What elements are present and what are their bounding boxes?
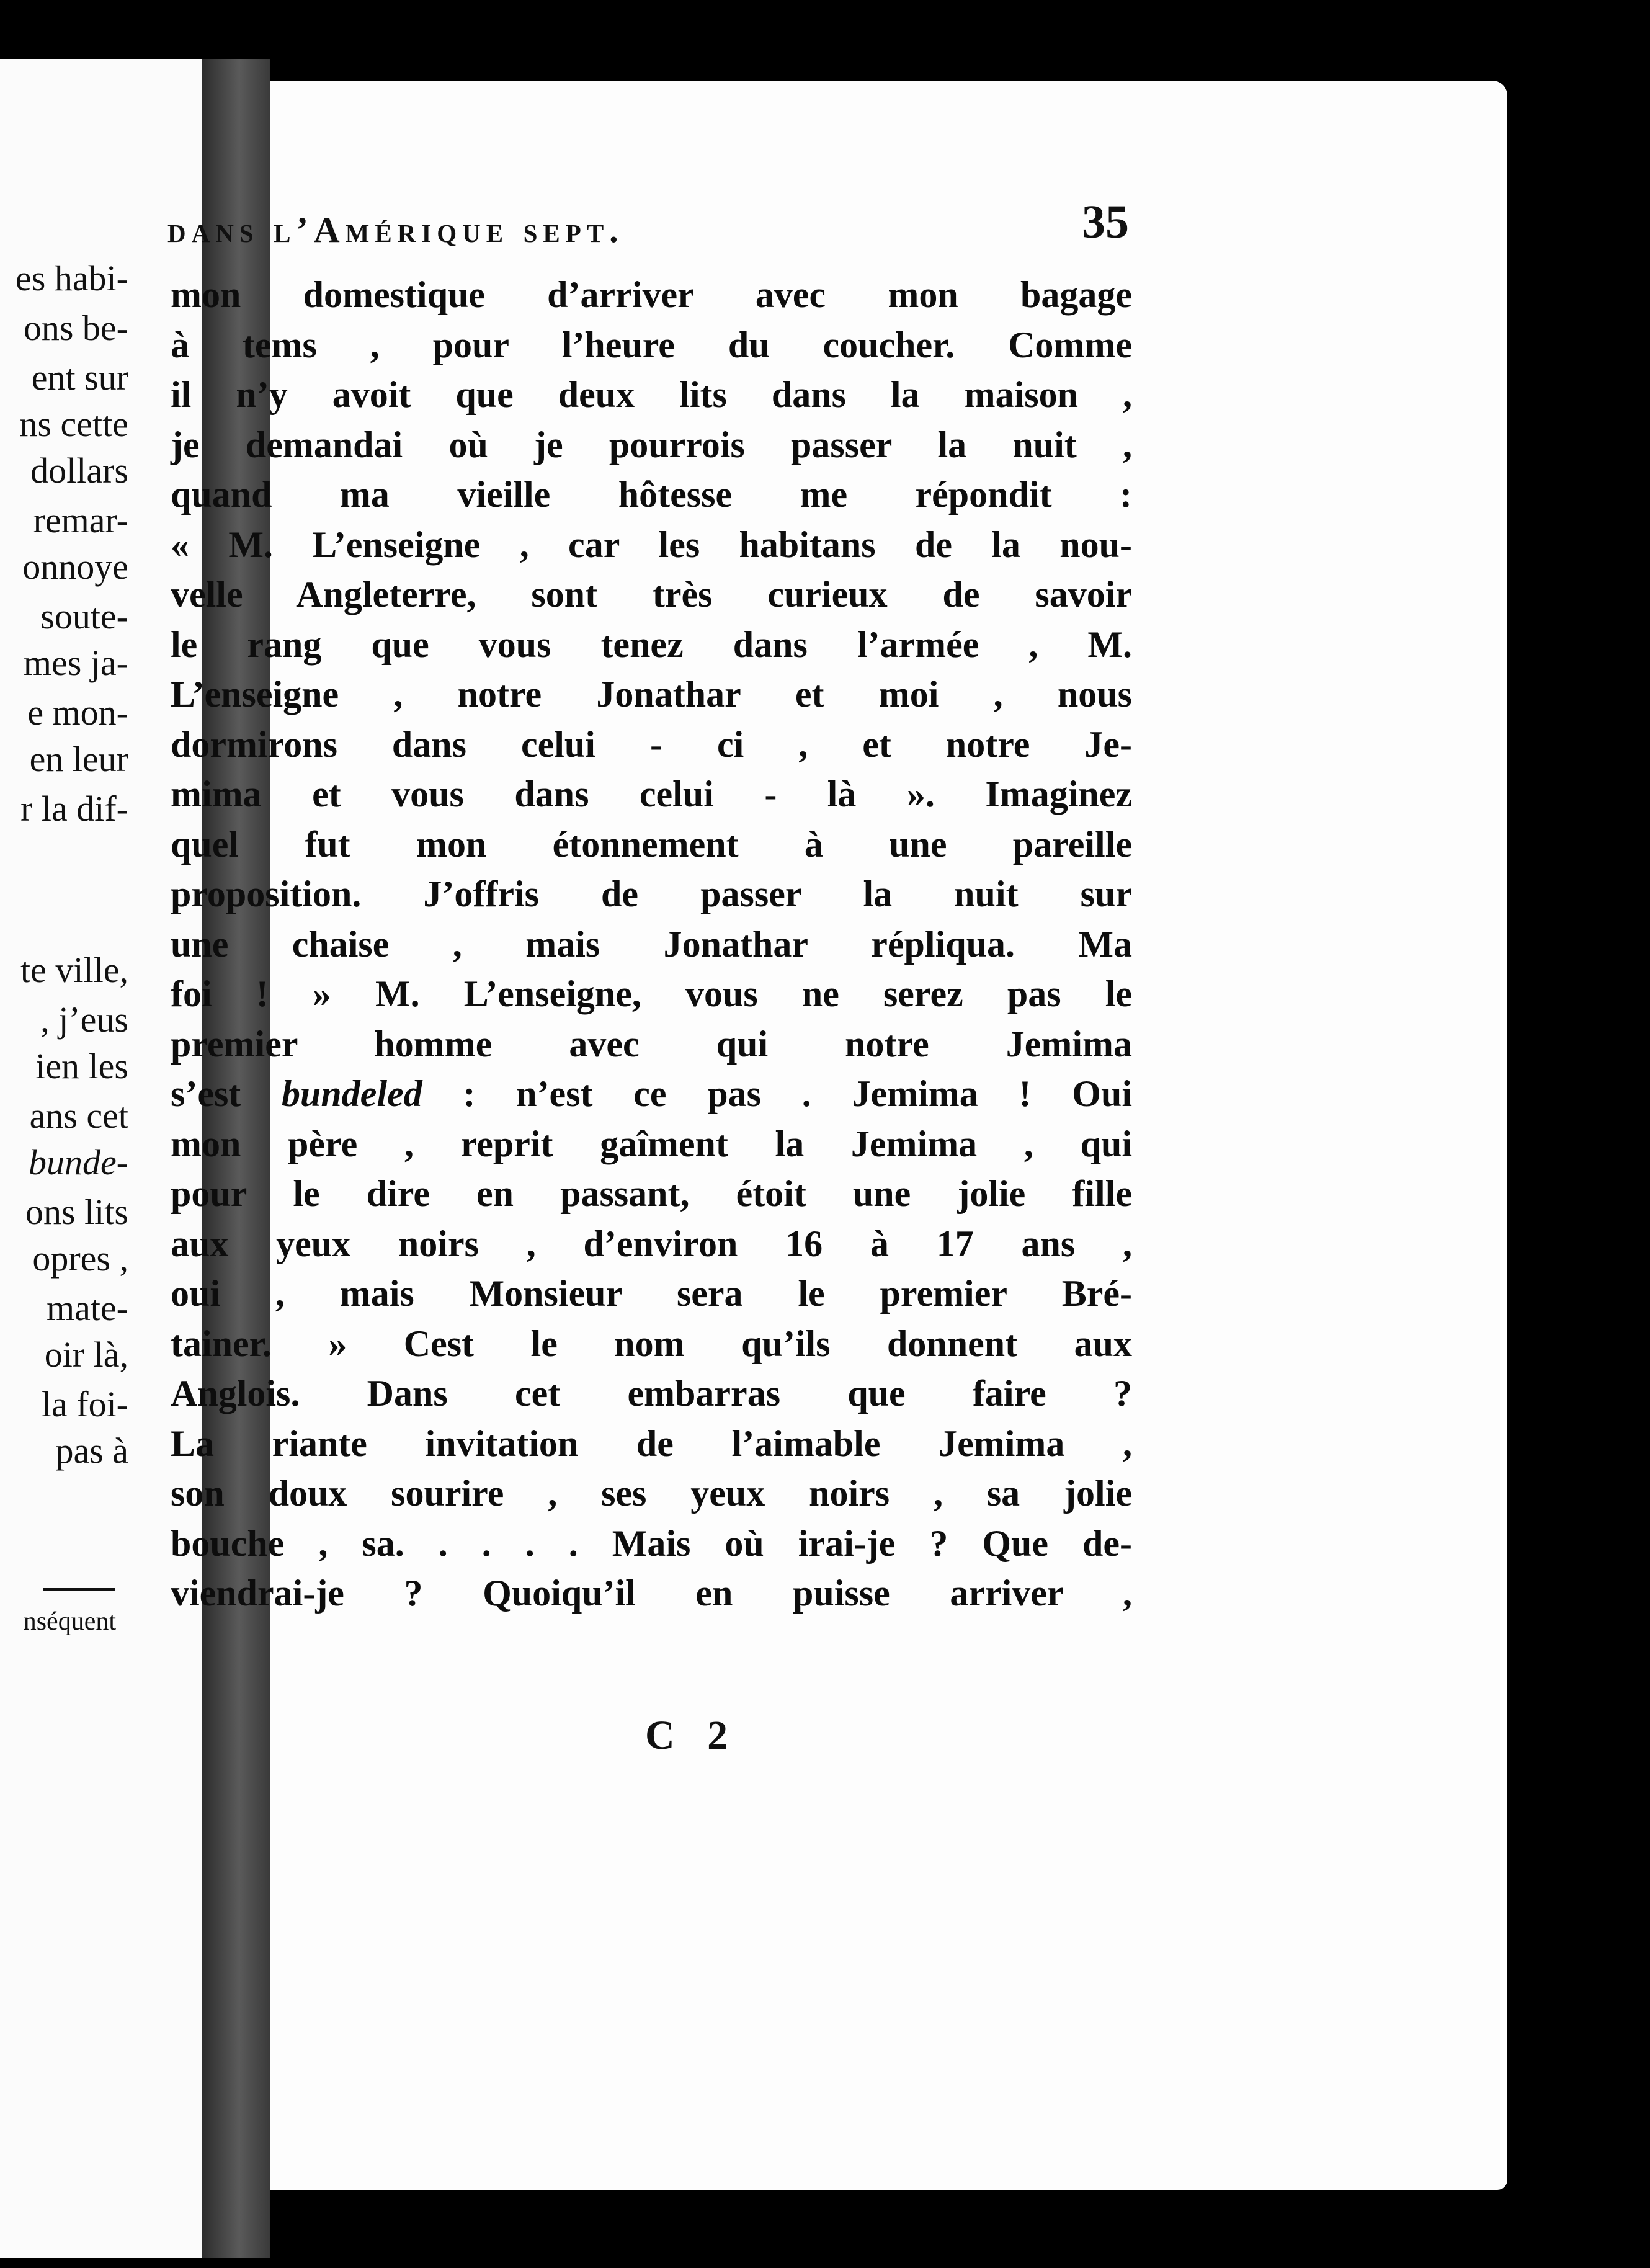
text-line: il n’y avoit que deux lits dans la maison ,: [171, 374, 1132, 415]
left-page-line: pas à: [55, 1431, 128, 1471]
left-page-line: mate-: [46, 1288, 128, 1328]
text-line: dormirons dans celui - ci , et notre Je-: [171, 723, 1132, 765]
left-page-line: ons lits: [25, 1192, 128, 1232]
text-line: le rang que vous tenez dans l’armée , M.: [171, 623, 1132, 665]
text-line: viendrai-je ? Quoiqu’il en puisse arriver ,: [171, 1573, 1132, 1614]
text-line: La riante invitation de l’aimable Jemima ,: [171, 1422, 1132, 1464]
scan-edge: [1507, 0, 1650, 2268]
page-number: 35: [1082, 196, 1129, 248]
left-page-line: ns cette: [19, 404, 128, 444]
left-page-line: ent sur: [31, 357, 128, 398]
text-line: velle Angleterre, sont très curieux de savoir: [171, 574, 1132, 615]
left-page-line: la foi-: [41, 1384, 128, 1424]
running-header: [167, 189, 1129, 257]
left-page-line: mes ja-: [23, 643, 128, 683]
text-line: s’est bundeled : n’est ce pas . Jemima ! Oui: [171, 1073, 1132, 1114]
text-line: Anglois. Dans cet embarras que faire ?: [171, 1373, 1132, 1414]
text-line: L’enseigne , notre Jonathar et moi , nous: [171, 674, 1132, 715]
left-page-line: oir là,: [44, 1334, 128, 1375]
text-line: quel fut mon étonnement à une pareille: [171, 823, 1132, 865]
left-page-line: ans cet: [29, 1096, 128, 1136]
left-page-line: onnoye: [22, 547, 128, 587]
text-line: foi ! » M. L’enseigne, vous ne serez pas le: [171, 973, 1132, 1014]
page-body-text: [171, 270, 1132, 1618]
left-page-line: , j’eus: [40, 999, 128, 1040]
left-page-footnote: nséquent: [23, 1607, 116, 1636]
footnote-rule: [43, 1588, 115, 1591]
signature-mark: C 2: [645, 1713, 739, 1758]
text-line: mima et vous dans celui - là ». Imaginez: [171, 774, 1132, 815]
text-line: je demandai où je pourrois passer la nuit ,: [171, 424, 1132, 465]
text-line: aux yeux noirs , d’environ 16 à 17 ans ,: [171, 1223, 1132, 1264]
left-page-line: soute-: [40, 596, 128, 636]
text-line: tainer. » Cest le nom qu’ils donnent aux: [171, 1323, 1132, 1364]
left-page-line: en leur: [29, 739, 128, 779]
text-line: bouche , sa. . . . . Mais où irai-je ? Que de-: [171, 1522, 1132, 1564]
text-line: une chaise , mais Jonathar répliqua. Ma: [171, 923, 1132, 965]
italic-term: bundeled: [282, 1073, 422, 1114]
text-line: pour le dire en passant, étoit une jolie fille: [171, 1173, 1132, 1214]
left-page-line: ons be-: [23, 308, 128, 348]
text-line: son doux sourire , ses yeux noirs , sa jolie: [171, 1473, 1132, 1514]
left-page-line: remar-: [33, 500, 128, 540]
left-page-line: dollars: [30, 450, 128, 491]
text-line: mon père , reprit gaîment la Jemima , qui: [171, 1123, 1132, 1164]
left-page-line: es habi-: [16, 258, 128, 298]
left-page-line: opres ,: [32, 1238, 128, 1279]
text-line: à tems , pour l’heure du coucher. Comme: [171, 324, 1132, 365]
text-line: mon domestique d’arriver avec mon bagage: [171, 274, 1132, 315]
text-line: « M. L’enseigne , car les habitans de la nou-: [171, 524, 1132, 565]
left-page-line: e mon-: [27, 692, 128, 733]
text-line: quand ma vieille hôtesse me répondit :: [171, 474, 1132, 515]
running-title: dans l’Amérique sept.: [167, 210, 624, 250]
text-line: premier homme avec qui notre Jemima: [171, 1023, 1132, 1065]
text-line: oui , mais Monsieur sera le premier Bré-: [171, 1273, 1132, 1314]
left-page-line: bunde-: [28, 1142, 128, 1182]
left-page-line: ien les: [35, 1046, 128, 1086]
text-line: proposition. J’offris de passer la nuit sur: [171, 873, 1132, 914]
left-page-line: te ville,: [20, 950, 128, 990]
left-page-line: r la dif-: [20, 788, 128, 829]
